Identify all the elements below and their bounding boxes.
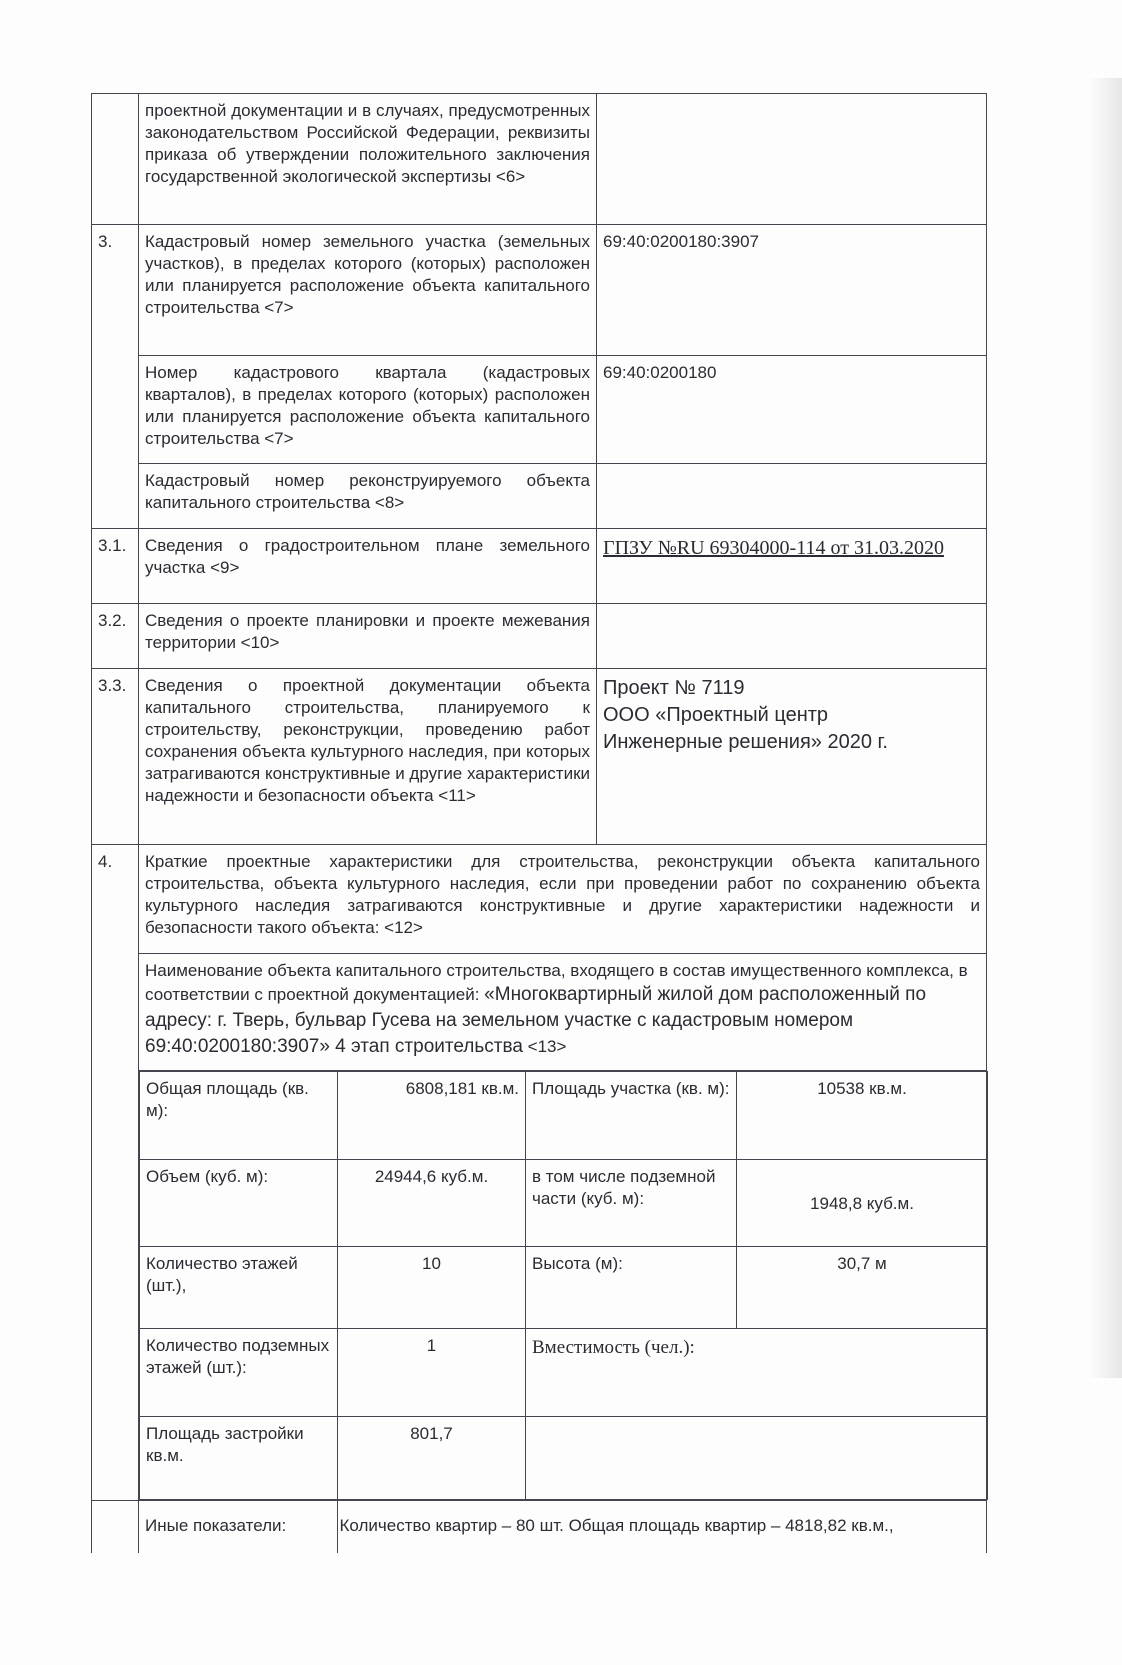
row-value-empty [597, 94, 987, 225]
total-area-value: 6808,181 кв.м. [338, 1072, 526, 1160]
row-characteristics-grid [92, 1071, 987, 1501]
characteristic-row [140, 1160, 988, 1247]
row-value-empty [597, 604, 987, 669]
object-name-suffix: <13> [522, 1037, 567, 1056]
building-area-label: Площадь застройки кв.м. [140, 1417, 338, 1500]
row-label: Кадастровый номер реконструируемого объекта капитального строительства <8> [139, 464, 597, 529]
characteristics-table [139, 1071, 988, 1500]
height-label: Высота (м): [526, 1247, 737, 1329]
row-other-indicators [92, 1501, 987, 1554]
row-object-name [92, 954, 987, 1071]
row-value-empty [597, 464, 987, 529]
underground-floors-value: 1 [338, 1329, 526, 1417]
object-name-value: «Многоквартирный жилой дом расположенный по адресу: г. Тверь, бульвар Гусева на земельном участке с кадастровым номером 69:40:0200180:3907» 4 этап строительства [145, 984, 927, 1057]
row-number-empty [92, 1501, 139, 1554]
plot-area-value: 10538 кв.м. [737, 1072, 988, 1160]
row-label: Номер кадастрового квартала (кадастровых кварталов), в пределах которого (которых) расположен или планируется расположение объекта капитального строительства <7> [139, 356, 597, 464]
row-number: 3.2. [92, 604, 139, 669]
row-project-documentation [92, 669, 987, 845]
volume-value: 24944,6 куб.м. [338, 1160, 526, 1247]
other-value: Количество квартир – 80 шт. Общая площадь квартир – 4818,82 кв.м., [337, 1501, 986, 1553]
characteristic-row [140, 1417, 988, 1500]
characteristic-row [140, 1247, 988, 1329]
row-value: 69:40:0200180:3907 [597, 225, 987, 356]
row-number: 3.1. [92, 529, 139, 604]
object-name-cell [139, 954, 987, 1071]
project-company: ООО «Проектный центр [603, 704, 829, 726]
underground-volume-value: 1948,8 куб.м. [737, 1160, 988, 1247]
row-value: 69:40:0200180 [597, 356, 987, 464]
row-number-empty [92, 94, 139, 225]
row-cadastral-number [92, 225, 987, 356]
gpzu-value: ГПЗУ №RU 69304000-114 от 31.03.2020 [603, 537, 944, 559]
floors-label: Количество этажей (шт.), [140, 1247, 338, 1329]
other-indicators-row [139, 1501, 986, 1553]
row-cadastral-quarter [92, 356, 987, 464]
row-label: проектной документации и в случаях, предусмотренных законодательством Российской Федерации, реквизиты приказа об утверждении положительного заключения государственной экологической экспертизы <6> [139, 94, 597, 225]
row-number: 4. [92, 845, 139, 1501]
characteristic-row [140, 1072, 988, 1160]
project-company-year: Инженерные решения» 2020 г. [603, 731, 888, 753]
row-ecology-expertise [92, 94, 987, 225]
row-label: Сведения о проектной документации объекта капитального строительства, планируемого к строительству, реконструкции, проведению работ сохранения объекта культурного наследия, при которых затрагиваются конструктивные и другие характеристики надежности и безопасности объекта <11> [139, 669, 597, 845]
object-name-prefix: Наименование объекта капитального строительства, входящего в состав имущественного комплекса, в соответствии с проектной документацией: [145, 961, 968, 1004]
row-planning-project [92, 604, 987, 669]
underground-floors-label: Количество подземных этажей (шт.): [140, 1329, 338, 1417]
row-label: Кадастровый номер земельного участка (земельных участков), в пределах которого (которых) расположен или планируется расположение объекта капитального строительства <7> [139, 225, 597, 356]
other-indicators-table [139, 1501, 986, 1553]
total-area-label: Общая площадь (кв. м): [140, 1072, 338, 1160]
row-brief-characteristics [92, 845, 987, 954]
row-value [597, 669, 987, 845]
characteristics-cell [139, 1071, 987, 1501]
building-area-value: 801,7 [338, 1417, 526, 1500]
building-area-empty [526, 1417, 988, 1500]
floors-value: 10 [338, 1247, 526, 1329]
permit-form-table [91, 93, 987, 1553]
row-number: 3. [92, 225, 139, 529]
row-label: Краткие проектные характеристики для строительства, реконструкции объекта капитального строительства, объекта культурного наследия, если при проведении работ по сохранению объекта культурного наследия затрагиваются конструктивные и другие характеристики надежности и безопасности такого объекта: <12> [139, 845, 987, 954]
characteristic-row [140, 1329, 988, 1417]
project-number: Проект № 7119 [603, 677, 745, 699]
row-number: 3.3. [92, 669, 139, 845]
other-indicators-cell [139, 1501, 987, 1554]
row-label: Сведения о градостроительном плане земельного участка <9> [139, 529, 597, 604]
row-urban-plan [92, 529, 987, 604]
height-value: 30,7 м [737, 1247, 988, 1329]
row-value [597, 529, 987, 604]
plot-area-label: Площадь участка (кв. м): [526, 1072, 737, 1160]
volume-label: Объем (куб. м): [140, 1160, 338, 1247]
capacity-label: Вместимость (чел.): [526, 1329, 988, 1417]
scan-edge-shadow [1088, 78, 1122, 1378]
row-label: Сведения о проекте планировки и проекте межевания территории <10> [139, 604, 597, 669]
other-label: Иные показатели: [139, 1501, 337, 1553]
underground-volume-label: в том числе подземной части (куб. м): [526, 1160, 737, 1247]
row-reconstructed-object [92, 464, 987, 529]
